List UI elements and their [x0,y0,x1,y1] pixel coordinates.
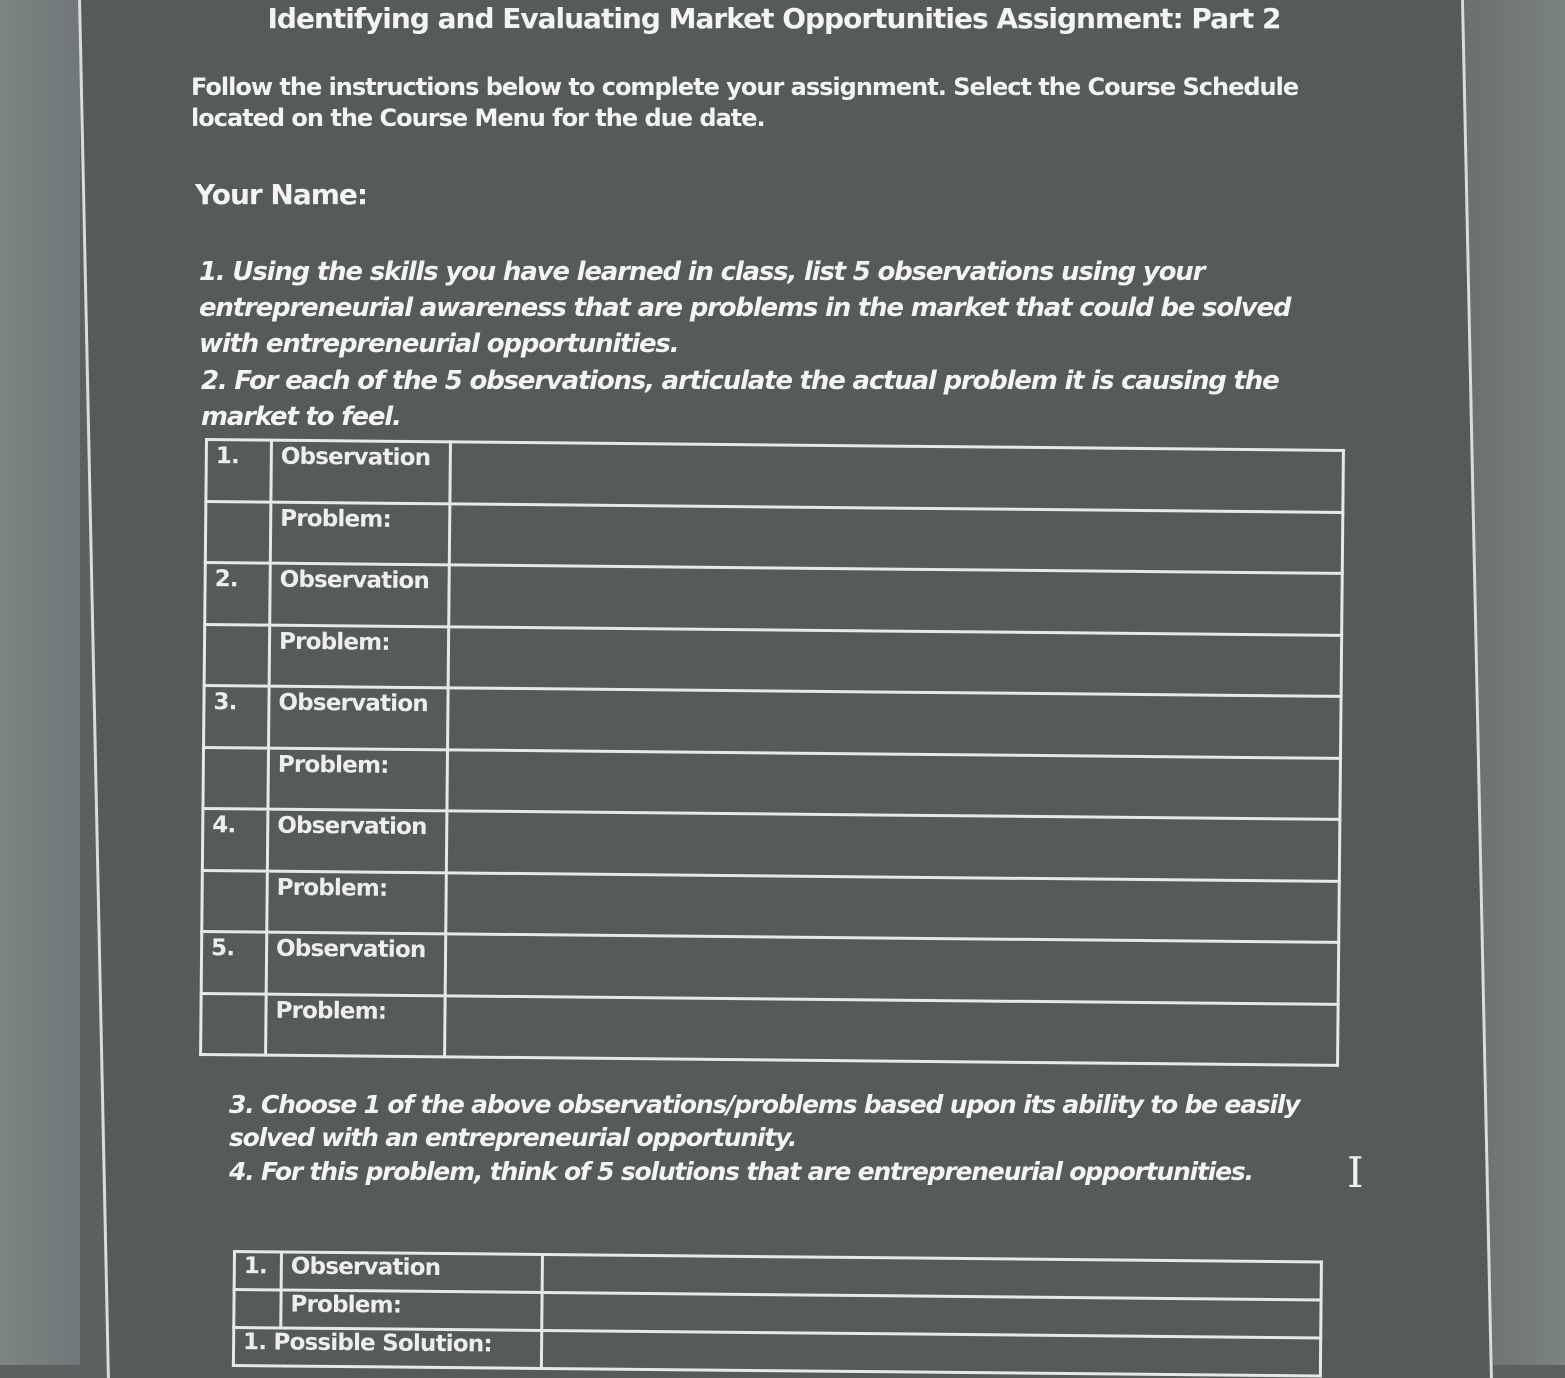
table-row [205,563,1343,635]
observation-label: Observation [267,809,447,872]
observation-5-cell[interactable] [445,934,1339,1004]
table-row [201,931,1339,1003]
table-row [202,870,1340,942]
observation-label: Observation [269,686,449,749]
possible-solution-label: 1. Possible Solution: [233,1328,541,1369]
table-row [204,624,1342,696]
problem-2-cell[interactable] [448,626,1342,696]
observation-label: Observation [266,932,446,995]
problem-5-cell[interactable] [445,995,1339,1065]
problem-label: Problem: [268,748,448,811]
instruction-4: 4. For this problem, think of 5 solutions that are entrepreneurial opportunities. [229,1157,1253,1186]
observation-2-cell[interactable] [449,565,1343,635]
observation-3-cell[interactable] [448,688,1342,758]
table-row [204,686,1342,758]
problem-label: Problem: [281,1290,542,1331]
row-number-empty [201,993,267,1055]
instruction-1: 1. Using the skills you have learned in class, list 5 observations using your entrepreneurial awareness that are problems in the market that could be solved with entrepreneurial opportunities. [199,257,1291,359]
instruction-3: 3. Choose 1 of the above observations/problems based upon its ability to be easily solved with an entrepreneurial opportunity. [229,1090,1300,1152]
possible-solution-1-cell[interactable] [541,1330,1320,1375]
row-number-empty [204,624,270,686]
instruction-2: 2. For each of the 5 observations, articulate the actual problem it is causing the market to feel. [201,366,1279,432]
row-number-empty [202,870,268,932]
problem-4-cell[interactable] [446,872,1340,942]
row-number: 5. [201,931,267,993]
row-number: 1. [234,1252,281,1290]
observation-1-cell[interactable] [450,442,1344,512]
problem-label: Problem: [270,502,450,565]
document-page [78,0,1493,1378]
problem-label: Problem: [266,994,446,1057]
row-number: 1. [206,440,272,502]
solution-table [232,1250,1323,1377]
problem-label: Problem: [267,871,447,934]
problem-3-cell[interactable] [447,749,1341,819]
table-row [205,501,1343,573]
desk-background-left [0,0,80,1365]
observation-label: Observation [270,563,450,626]
your-name-label[interactable]: Your Name: [195,178,368,211]
row-number-empty [205,501,271,563]
problem-label: Problem: [269,625,449,688]
table-row [203,747,1341,819]
row-number-empty [203,747,269,809]
row-number: 2. [205,563,271,625]
observation-label: Observation [271,440,451,503]
intro-paragraph: Follow the instructions below to complete your assignment. Select the Course Schedule located on the Course Menu for the due date. [191,73,1299,132]
problem-1-cell[interactable] [449,503,1343,573]
document-title: Identifying and Evaluating Market Opportunities Assignment: Part 2 [267,2,1281,35]
text-cursor-icon: I [1347,1148,1364,1197]
observation-label: Observation [281,1252,542,1293]
row-number: 3. [204,686,270,748]
row-number: 4. [202,808,268,870]
table-row [201,993,1339,1065]
table-row [202,808,1340,880]
observation-table [199,438,1345,1067]
table-row [206,440,1344,512]
row-number-empty [234,1290,281,1328]
observation-4-cell[interactable] [446,811,1340,881]
